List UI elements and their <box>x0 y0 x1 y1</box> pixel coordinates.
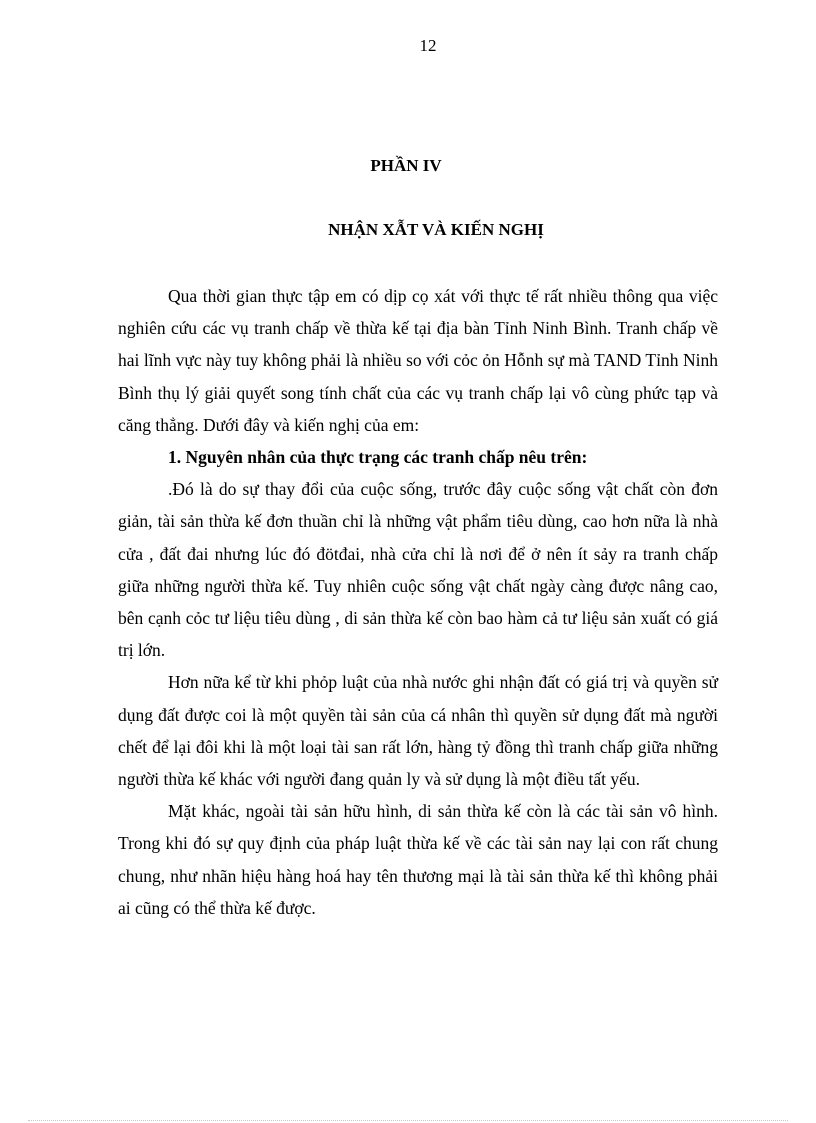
intro-paragraph: Qua thời gian thực tập em có dịp cọ xát với thực tế rất nhiều thông qua việc nghiên cứu các vụ tranh chấp về thừa kế tại địa bàn Tỉnh Ninh Bình. Tranh chấp về hai lĩnh vực này tuy không phải là nhiều so với cỏc ỏn Hỗnh sự mà TAND Tỉnh Ninh Bình thụ lý giải quyết song tính chất của các vụ tranh chấp lại vô cùng phức tạp và căng thẳng. Dưới đây và kiến nghị của em: <box>118 286 718 435</box>
body-paragraph: Mặt khác, ngoài tài sản hữu hình, di sản thừa kế còn là các tài sản vô hình. Trong khi đó sự quy định của pháp luật thừa kế về các tài sản nay lại con rất chung chung, như nhãn hiệu hàng hoá hay tên thương mại là tài sản thừa kế thì không phải ai cũng có thể thừa kế được. <box>118 801 718 918</box>
part-title: PHẦN IV <box>370 156 442 175</box>
body-paragraph: Hơn nữa kể từ khi phỏp luật của nhà nước ghi nhận đất có giá trị và quyền sử dụng đất được coi là một quyền tài sản của cá nhân thì quyền sử dụng đất mà người chết để lại đôi khi là một loại tài san rất lớn, hàng tỷ đồng thì tranh chấp giữa những người thừa kế khác với người đang quản ly và sử dụng là một điều tất yếu. <box>118 672 718 790</box>
subsection-heading: 1. Nguyên nhân của thực trạng các tranh chấp nêu trên: <box>168 447 588 468</box>
body-paragraph: .Đó là do sự thay đổi của cuộc sống, trước đây cuộc sống vật chất còn đơn giản, tài sản thừa kế đơn thuần chỉ là những vật phẩm tiêu dùng, cao hơn nữa là nhà cửa , đất đai nhưng lúc đó đötđai, nhà cửa chỉ là nơi để ở nên ít sảy ra tranh chấp giữa những người thừa kế. Tuy nhiên cuộc sống vật chất ngày càng được nâng cao, bên cạnh cỏc tư liệu tiêu dùng , di sản thừa kế còn bao hàm cả tư liệu sản xuất có giá trị lớn. <box>118 479 718 661</box>
page-number: 12 <box>419 36 437 55</box>
section-title: NHẬN XẪT VÀ KIẾN NGHỊ <box>328 220 544 239</box>
page-bottom-divider <box>28 1120 788 1121</box>
document-body <box>118 280 718 924</box>
